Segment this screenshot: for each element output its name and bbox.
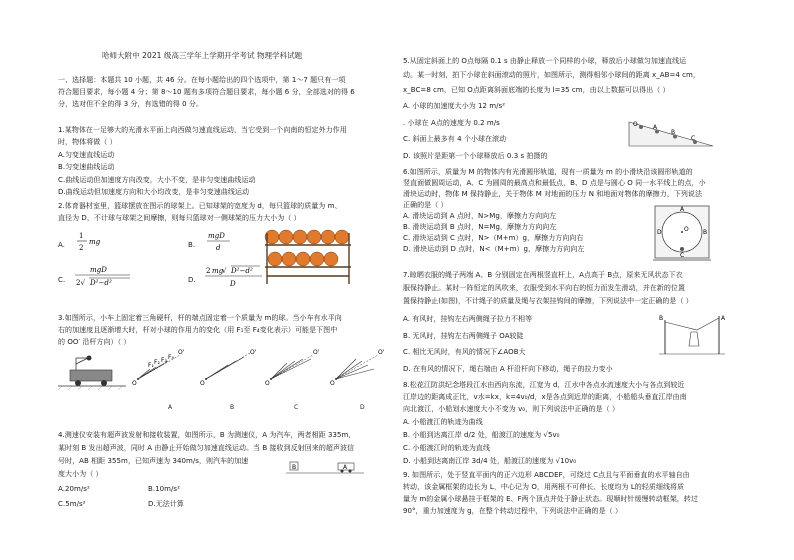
- point-label: D: [657, 229, 662, 236]
- q1-stem: 1.某物体在一足够大的光滑水平面上向西做匀速直线运动，当它受到一个向南的恒定外力作用: [58, 126, 347, 134]
- point-label: C: [691, 135, 696, 142]
- right-column: [403, 0, 743, 560]
- left-column: [58, 0, 398, 560]
- svg-text:1: 1: [79, 232, 84, 240]
- q5-option-d: D. 该照片是距第一个小球释放后 0.3 s 拍摄的: [403, 152, 548, 160]
- q4-option-c: C.5m/s²: [58, 500, 86, 508]
- q2-option-c-math: [74, 264, 134, 293]
- q8-option-d: D. 小船到达离南江岸 3d/4 处，船渡江的速度为 √10v₀: [403, 457, 577, 465]
- q7-option-a: A. 有风时，挂钩左右两侧绳子拉力不相等: [403, 315, 533, 323]
- q3-force-diagram-d: [328, 345, 390, 393]
- q3-force-diagram-a: [130, 345, 192, 393]
- incline-figure: [627, 118, 717, 150]
- q6-option-a: A. 滑块运动到 A 点时，N>Mg，摩擦力方向向左: [403, 212, 557, 220]
- clothesline-figure: [659, 312, 725, 356]
- point-label: B: [659, 315, 664, 322]
- q3-stem: 右的加速度且逐渐增大时，杆对小球的作用力的变化（用 F₁至 F₄变化表示）可能是下图中: [58, 326, 338, 334]
- svg-text:d: d: [216, 244, 221, 252]
- q9-stem: 90°，重力加速度为 g，在整个转动过程中，下列说法中正确的是（ ）: [403, 507, 622, 515]
- q5-option-c: C. 斜面上最多有 4 个小球在滚动: [403, 135, 507, 143]
- point-label: A: [680, 206, 685, 213]
- q6-option-b: B. 滑块运动到 B 点时，N=Mg，摩擦力方向向左: [403, 223, 557, 231]
- q8-stem: 向北渡江，小船划水速度大小不变为 v₀，则下列说法中正确的是（ ）: [403, 405, 620, 413]
- q4-stem: 4.测速仪安装有超声波发射和接收装置，如图所示，B 为测速仪，A 为汽车，两者相距 335m，: [58, 431, 356, 439]
- point-label: O: [200, 380, 205, 387]
- q1-option-a: A.匀变速直线运动: [58, 151, 115, 159]
- svg-text:mgD: mgD: [208, 232, 225, 240]
- point-label: O': [378, 349, 385, 356]
- point-label: O: [684, 226, 689, 233]
- q2-option-d-math: [204, 264, 266, 293]
- q4-stem: 号时，AB 相距 355m，已知声速为 340m/s，则汽车的加速: [58, 457, 249, 465]
- q9-stem: 9. 如图所示，处于竖直平面内的正六边形 ABCDEF，可绕过 C点且与平面垂直的水平轴自由: [403, 471, 690, 479]
- point-label: A: [653, 124, 658, 131]
- q7-stem: 7.晾晒衣服的绳子两端 A、B 分别固定在两根竖直杆上，A点高于 B点，原来无风状态下衣: [403, 271, 683, 279]
- svg-text:2: 2: [206, 267, 211, 275]
- exam-title: 哈师大附中 2021 级高三学年上学期开学考试 物理学科试题: [102, 51, 303, 60]
- speed-meter-figure: [286, 458, 366, 480]
- point-label: O: [633, 121, 638, 128]
- q8-option-b: B. 小船到达离江岸 d/2 处，船渡江的速度为 √5v₀: [403, 431, 560, 439]
- q9-stem: 转动，该金属框架的边长为 L，中心记为 O，用两根不可伸长、长度均为 L的轻质细线将质: [403, 483, 685, 491]
- q1-stem: 时，物体将做（ ）: [58, 138, 117, 146]
- q2-stem: 2.体育器材室里，篮球摆放在图示的球架上。已知球架的宽度为 d，每只篮球的质量为 m、: [58, 202, 342, 210]
- q4-stem: 度大小为（ ）: [58, 470, 103, 478]
- q4-option-a: A.20m/s²: [58, 485, 90, 493]
- basketball-rack-figure: [263, 228, 353, 286]
- q2-option-a-label: A.: [58, 241, 65, 249]
- point-label: B: [671, 129, 676, 136]
- point-label: O: [330, 380, 335, 387]
- q1-option-b: B.匀变速曲线运动: [58, 163, 115, 171]
- meter-label: B: [292, 464, 297, 471]
- svg-text:2√: 2√: [76, 279, 86, 287]
- q5-option-b: . 小球在 A点的速度为 0.2 m/s: [403, 119, 500, 127]
- svg-text:mgD: mgD: [90, 266, 107, 274]
- svg-text:mg: mg: [212, 267, 224, 275]
- q8-stem: 8.松花江防洪纪念塔段江水由西向东流，江宽为 d，江水中各点水流速度大小与各点到较近: [403, 381, 685, 389]
- svg-text:D²−d²: D²−d²: [90, 279, 112, 287]
- q3-fig-label-a: A: [168, 404, 173, 411]
- q6-stem: 6.如图所示，质量为 M 的物体内有光滑圆形轨道，现有一质量为 m 的小滑块沿该圆形轨道的: [403, 168, 693, 176]
- q3-fig-label-c: C: [294, 404, 299, 411]
- point-label: O': [250, 349, 257, 356]
- q4-option-b: B.10m/s²: [148, 485, 180, 493]
- q6-stem: 滑块运动时，物体 M 保持静止，关于物体 M 对地面的压力 N 和地面对物体的摩擦力，下列说法: [403, 190, 703, 198]
- svg-text:D²−d²: D²−d²: [231, 267, 253, 275]
- svg-text:√: √: [222, 267, 227, 275]
- q6-stem: 正确的是（ ）: [403, 201, 448, 209]
- q2-option-a-math: [76, 230, 106, 257]
- instructions-line: 一、选择题：本题共 10 小题，共 46 分。在每小题给出的四个选项中，第 1～7 题只有一项: [58, 76, 346, 84]
- q3-fig-label-b: B: [230, 404, 235, 411]
- point-label: O: [132, 380, 137, 387]
- q2-option-b-label: B.: [188, 241, 196, 249]
- point-label: O: [265, 380, 270, 387]
- force-label: F₄: [168, 354, 174, 361]
- instructions-line: 分，选对但不全的得 3 分，有选错的得 0 分。: [58, 100, 204, 108]
- force-label: F₁: [148, 362, 154, 369]
- svg-text:2: 2: [79, 244, 84, 252]
- q5-option-a: A. 小球的加速度大小为 12 m/s²: [403, 102, 506, 110]
- q5-stem: 动。某一时刻，拍下小球在斜面滚动的照片，如图所示，测得相邻小球间的距离 x_AB=4 cm，: [403, 71, 700, 79]
- q4-stem: 某时刻 B 发出超声波，同时 A 由静止开始做匀加速直线运动。当 B 接收到反射回来的超声波信: [58, 444, 355, 452]
- point-label: B: [703, 229, 708, 236]
- q9-stem: 量为 m的金属小球悬挂于框架的 E、F两个顶点并处于静止状态。现顺时针缓慢转动框架，转过: [403, 495, 698, 503]
- q6-option-d: D. 滑块运动到 D 点时，N<（M+m）g，摩擦力方向向左: [403, 245, 585, 253]
- q5-stem: 5.从固定斜面上的 O点每隔 0.1 s 由静止释放一个同样的小球，释放后小球做匀加速直线运: [403, 57, 687, 65]
- q8-stem: 江岸边的距离成正比，v水=kx，k=4v₀/d，x是各点到近岸的距离，小船船头垂直江岸由南: [403, 393, 687, 401]
- q6-stem: 竖直面做圆周运动，A、C 为圆周的最高点和最低点，B、D 点是与圆心 O 同一水平线上的点，小: [403, 179, 706, 187]
- point-label: O': [313, 349, 320, 356]
- instructions-line: 符合题目要求，每小题 4 分；第 8～10 题有多项符合题目要求，每小题 6 分，全部选对的得 6: [58, 88, 355, 96]
- q7-option-b: B. 无风时，挂钩左右两侧绳子 OA较陡: [403, 332, 524, 340]
- q5-stem: x_BC=8 cm，已知 O点距离斜面底端的长度为 l=35 cm，由以上数据可以得出（ ）: [403, 86, 670, 94]
- force-label: F₃: [161, 357, 167, 364]
- q7-option-d: D. 在有风的情况下，绳右端由 A 杆沿杆向下移动，绳子的拉力变小: [403, 365, 613, 373]
- q1-option-c: C.曲线运动但加速度方向改变，大小不变，是非匀变速曲线运动: [58, 176, 256, 184]
- point-label: A: [721, 315, 725, 322]
- q7-stem: 服保持静止。某时一阵恒定的风吹来，衣服受到水平向右的恒力而发生滑动，并在新的位置: [403, 284, 685, 292]
- q4-option-d: D.无法计算: [148, 500, 184, 508]
- q2-option-d-label: D.: [188, 276, 196, 284]
- q6-option-c: C. 滑块运动到 C 点时，N>（M+m）g，摩擦力方向向右: [403, 234, 584, 242]
- q3-fig-label-d: D: [360, 404, 365, 411]
- q2-stem: 直径为 D，不计球与球架之间摩擦，则每只篮球对一侧球架的压力大小为（ ）: [58, 214, 301, 222]
- q1-option-d: D.曲线运动但加速度方向和大小均改变，是非匀变速曲线运动: [58, 188, 250, 196]
- q7-stem: 置保持静止(如图)，不计绳子的质量及绳与衣架挂钩间的摩擦，下列说法中一定正确的是（ ）: [403, 297, 693, 305]
- q2-option-b-math: [206, 230, 240, 257]
- circular-track-figure: [653, 204, 713, 264]
- svg-text:D: D: [230, 280, 236, 288]
- q3-stem: 3.如图所示，小车上固定着三角硬杆，杆的端点固定着一个质量为 m的球。当小车有水平向: [58, 314, 342, 322]
- q3-stem: 的 OO′ 沿杆方向）（ ）: [58, 338, 131, 346]
- point-label: O': [178, 349, 185, 356]
- q3-force-diagram-c: [263, 345, 325, 393]
- point-label: C: [680, 252, 685, 259]
- cart-figure: [58, 352, 128, 392]
- q3-force-diagram-b: [198, 345, 260, 393]
- q8-option-a: A. 小船渡江的轨迹为曲线: [403, 418, 483, 426]
- force-label: F₂: [154, 359, 160, 366]
- svg-text:mg: mg: [89, 238, 101, 246]
- car-label: A: [343, 464, 348, 471]
- q7-option-c: C. 相比无风时，有风的情况下∠AOB大: [403, 348, 526, 356]
- q2-option-c-label: C.: [58, 276, 66, 284]
- q8-option-c: C. 小船渡江时的轨迹为直线: [403, 444, 491, 452]
